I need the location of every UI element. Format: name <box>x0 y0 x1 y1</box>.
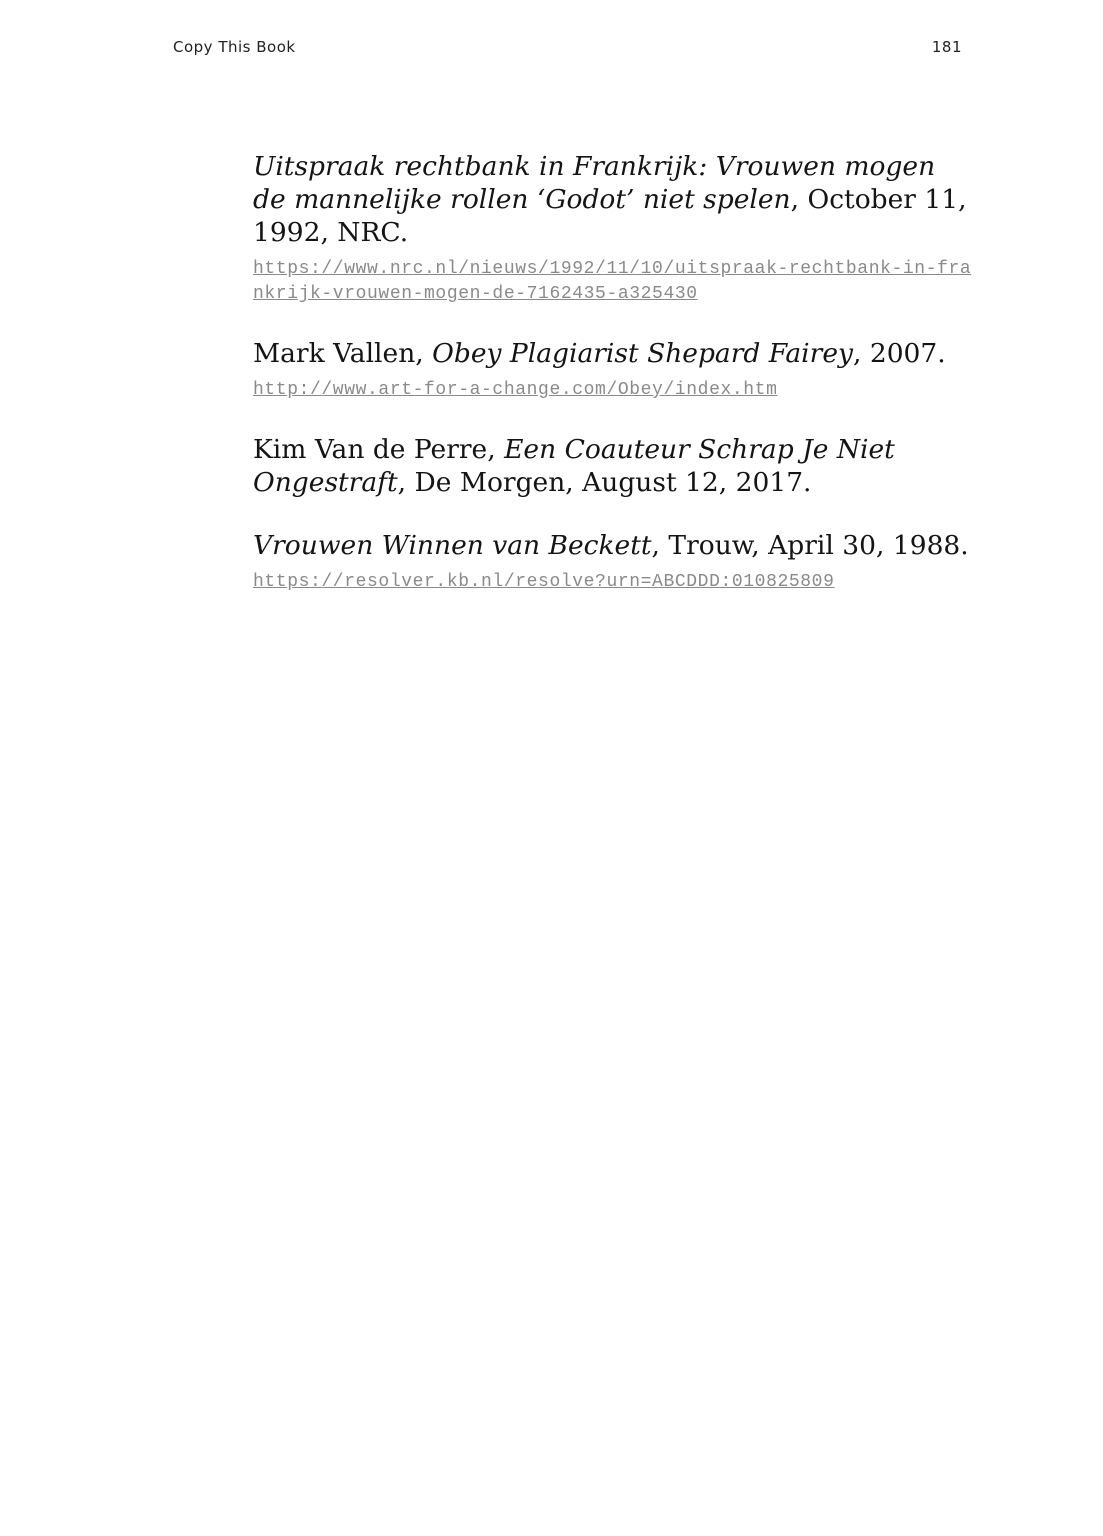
reference-url-link[interactable]: https://www.nrc.nl/nieuws/1992/11/10/uitspraak-rechtbank-in-frankrijk-vrouwen-mogen-de-7162435-a325430 <box>253 259 972 304</box>
reference-citation <box>253 529 973 562</box>
reference-item-van-de-perre <box>253 433 973 499</box>
book-title: Copy This Book <box>173 38 296 56</box>
reference-url-link[interactable]: http://www.art-for-a-change.com/Obey/index.htm <box>253 380 778 400</box>
reference-details: , Trouw, April 30, 1988. <box>651 530 969 561</box>
reference-author: Mark Vallen, <box>253 338 433 369</box>
reference-title: Obey Plagiarist Shepard Fairey <box>432 338 853 369</box>
reference-citation <box>253 433 973 499</box>
reference-list <box>253 150 973 625</box>
reference-details: , 2007. <box>852 338 946 369</box>
reference-item-nrc <box>253 150 973 307</box>
reference-title: Een Coauteur Schrap Je Niet Ongestraft <box>253 434 895 498</box>
reference-details: , October 11, 1992, NRC. <box>253 184 967 248</box>
reference-item-trouw <box>253 529 973 595</box>
page-number: 181 <box>931 38 962 56</box>
reference-citation <box>253 150 973 249</box>
reference-citation <box>253 337 973 370</box>
reference-details: , De Morgen, August 12, 2017. <box>397 467 812 498</box>
reference-title: Vrouwen Winnen van Beckett <box>253 530 652 561</box>
reference-author: Kim Van de Perre, <box>253 434 505 465</box>
reference-url-link[interactable]: https://resolver.kb.nl/resolve?urn=ABCDDD:010825809 <box>253 572 835 592</box>
running-header <box>173 38 962 56</box>
reference-title: Uitspraak rechtbank in Frankrijk: Vrouwen mogen de mannelijke rollen ‘Godot’ niet spelen <box>253 151 936 215</box>
reference-item-vallen <box>253 337 973 403</box>
